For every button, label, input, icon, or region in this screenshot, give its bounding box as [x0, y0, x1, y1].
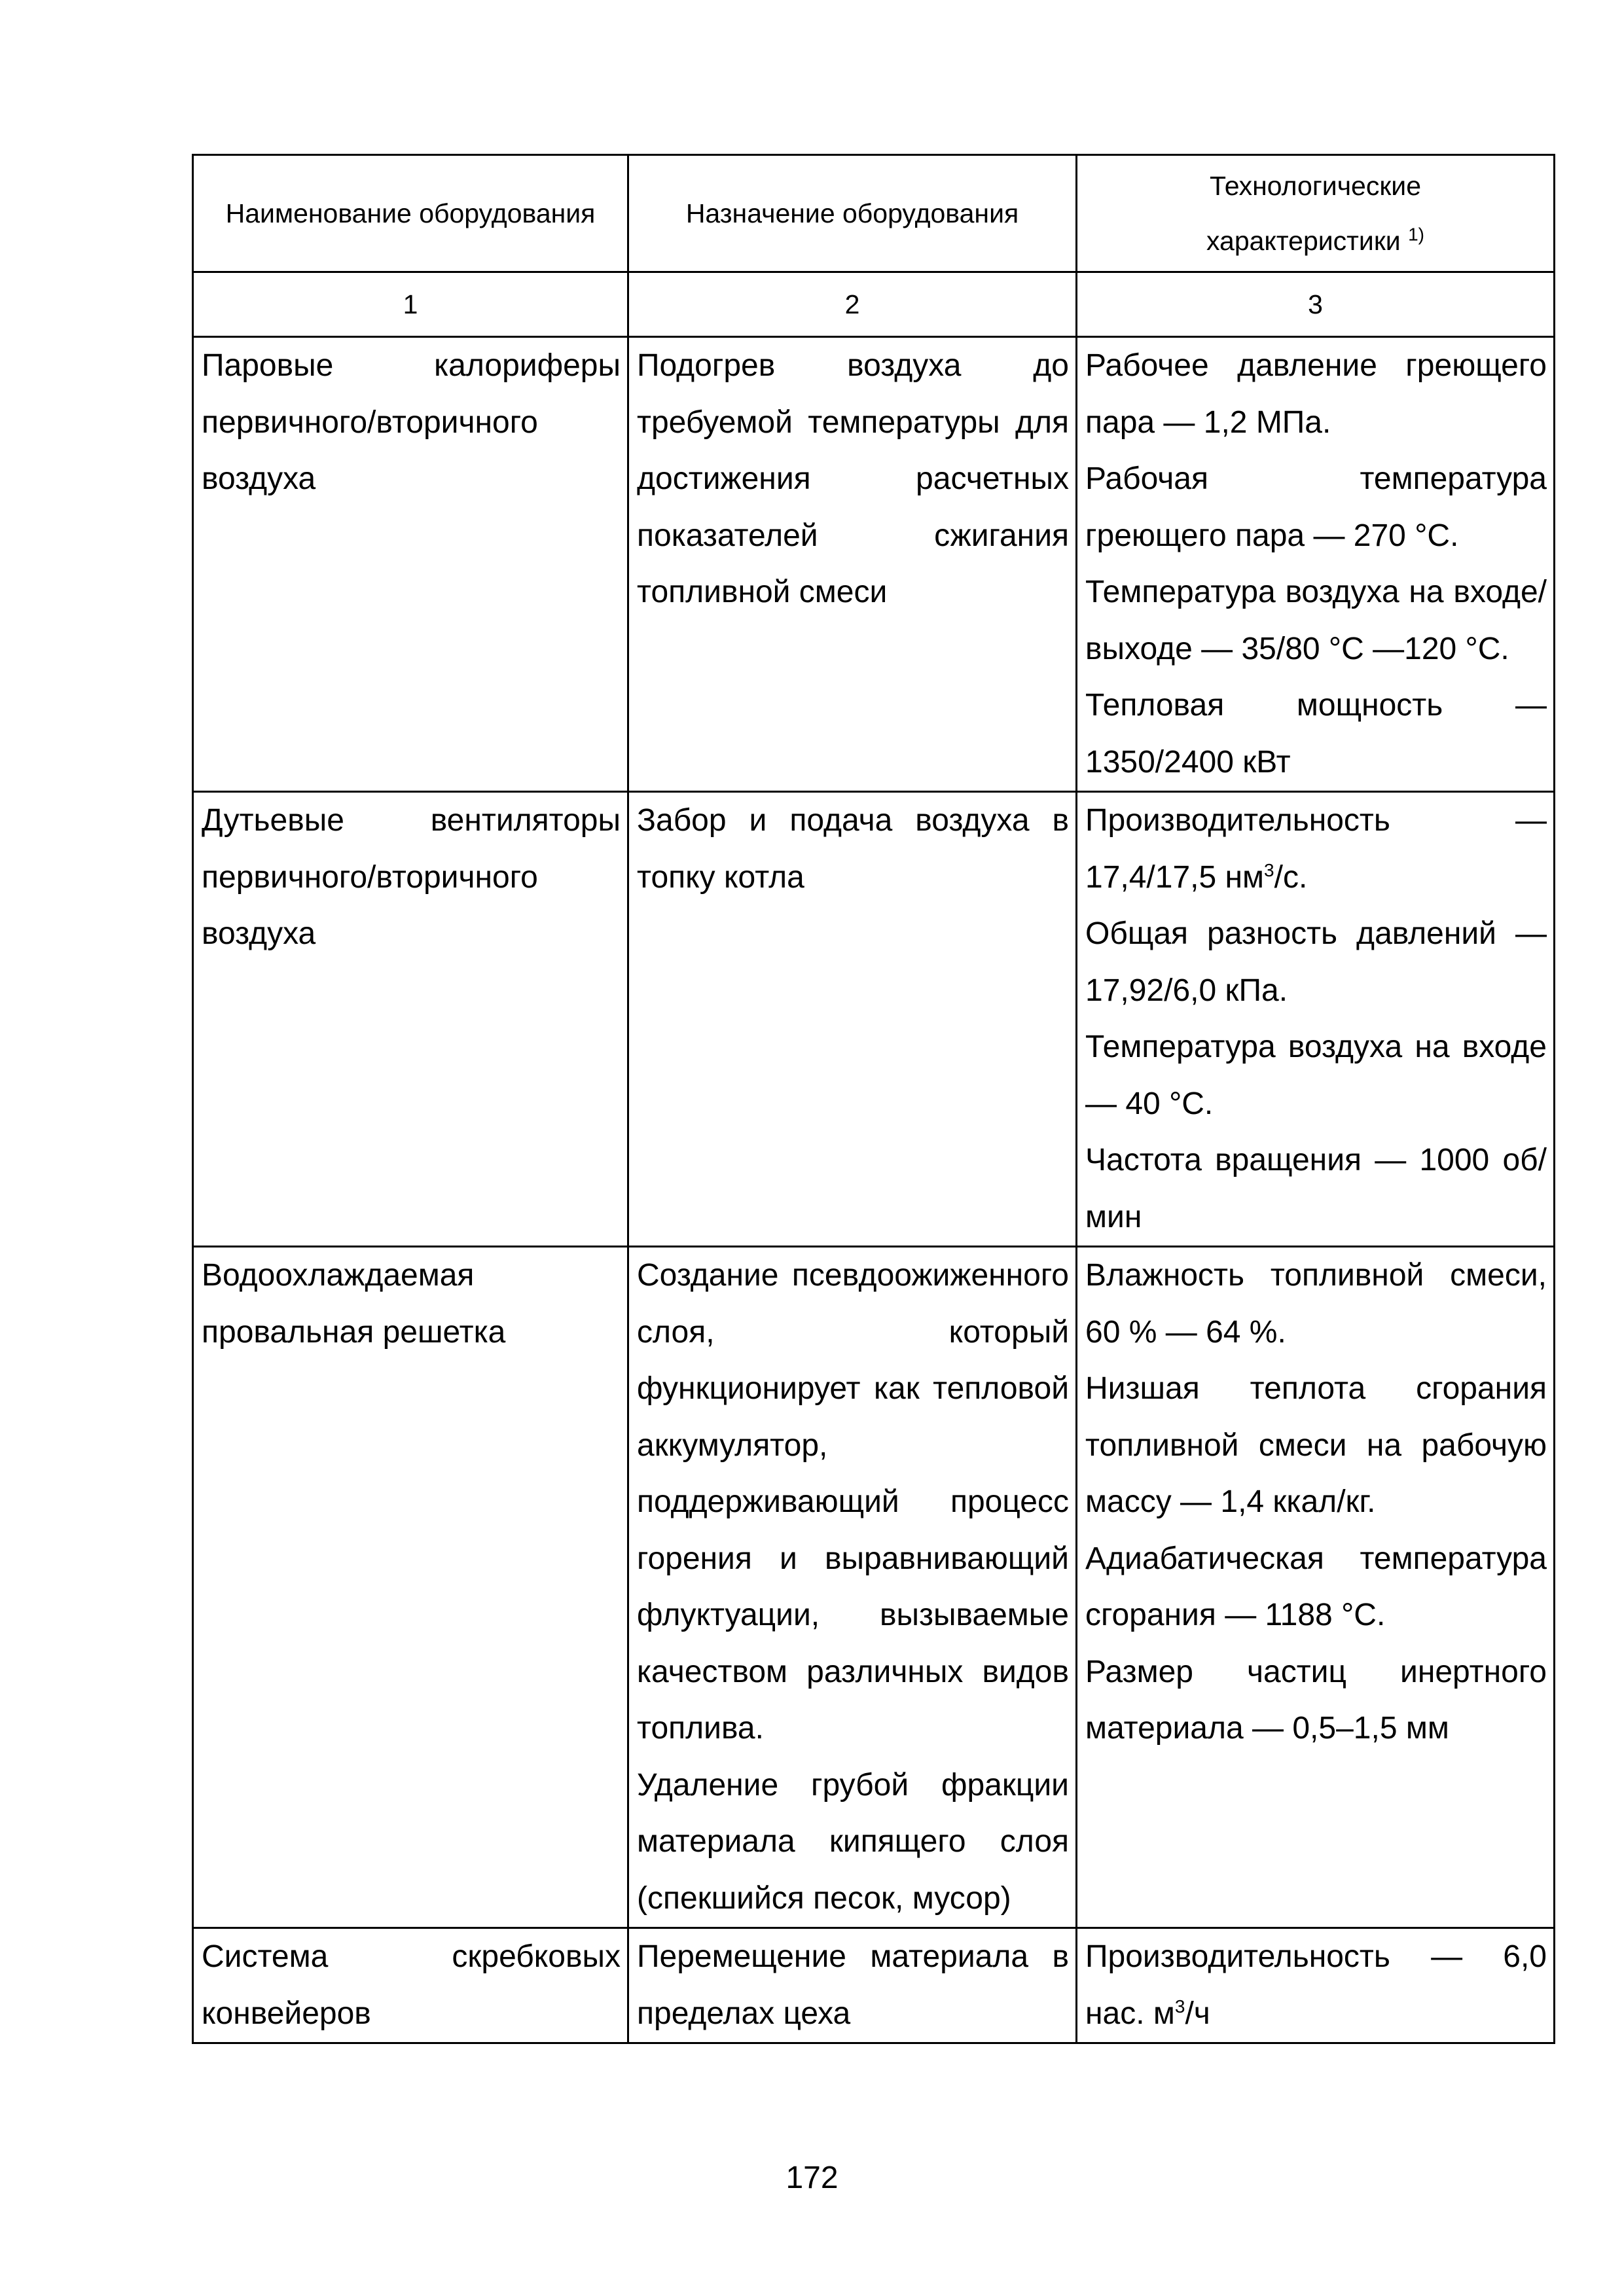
spec-text: Температура воздуха на входе/выходе — 35/80 °С —120 °С.	[1085, 575, 1547, 666]
table-header-row	[193, 155, 1555, 272]
equipment-name-cell	[193, 792, 628, 1247]
spec-paragraph	[1085, 564, 1547, 677]
tech-characteristics-cell	[1077, 792, 1555, 1247]
equipment-name: Паровые калориферы первичного/вторичного воздуха	[202, 348, 621, 496]
equipment-purpose-cell	[628, 337, 1077, 792]
equipment-name-cell	[193, 337, 628, 792]
column-number-row	[193, 272, 1555, 337]
column-number: 2	[628, 272, 1077, 337]
equipment-name-cell	[193, 1247, 628, 1928]
spec-text: Рабочее давление греющего пара — 1,2 МПа.	[1085, 348, 1547, 440]
spec-text: Температура воздуха на входе — 40 °С.	[1085, 1030, 1547, 1121]
column-number: 3	[1077, 272, 1555, 337]
tech-characteristics-cell	[1077, 337, 1555, 792]
equipment-purpose-cell	[628, 792, 1077, 1247]
spec-text: Тепловая мощность — 1350/2400 кВт	[1085, 688, 1547, 780]
spec-paragraph	[1085, 1531, 1547, 1644]
spec-paragraph	[1085, 451, 1547, 564]
tech-characteristics-cell	[1077, 1247, 1555, 1928]
spec-unit-suffix: /ч	[1185, 1996, 1210, 2031]
footnote-mark: 1)	[1408, 224, 1424, 245]
spec-text: Производительность — 17,4/17,5 нм	[1085, 803, 1547, 895]
tech-characteristics-cell	[1077, 1928, 1555, 2043]
spec-text: Производительность — 6,0 нас. м	[1085, 1939, 1547, 2031]
spec-paragraph	[1085, 1644, 1547, 1757]
column-number: 1	[193, 272, 628, 337]
equipment-table	[192, 154, 1555, 2044]
equipment-name-cell	[193, 1928, 628, 2043]
header-tech-characteristics: Технологические характеристики $^{1)}$	[1077, 155, 1555, 272]
purpose-paragraph: Удаление грубой фракции материала кипящего слоя (спекшийся песок, мусор)	[637, 1767, 1069, 1916]
spec-text: Частота вращения — 1000 об/мин	[1085, 1143, 1547, 1234]
spec-paragraph	[1085, 1929, 1547, 2042]
equipment-purpose-cell	[628, 1247, 1077, 1928]
equipment-name: Дутьевые вентиляторы первичного/вторичного воздуха	[202, 803, 621, 951]
purpose-paragraph: Создание псевдоожиженного слоя, который функционирует как тепловой аккумулятор, поддерживающий процесс горения и выравнивающий флуктуации, вызываемые качеством различных видов топлива.	[637, 1258, 1069, 1746]
spec-unit-suffix: /с.	[1274, 859, 1308, 895]
table-row	[193, 792, 1555, 1247]
spec-superscript: 3	[1174, 1996, 1185, 2017]
spec-text: Адиабатическая температура сгорания — 1188 °С.	[1085, 1541, 1547, 1632]
purpose-paragraph: Перемещение материала в пределах цеха	[637, 1939, 1069, 2031]
equipment-purpose-cell	[628, 1928, 1077, 2043]
spec-paragraph	[1085, 677, 1547, 791]
table-row	[193, 1928, 1555, 2043]
spec-text: Общая разность давлений — 17,92/6,0 кПа.	[1085, 916, 1547, 1008]
table-row	[193, 1247, 1555, 1928]
spec-superscript: 3	[1264, 859, 1274, 880]
spec-text: Влажность топливной смеси, 60 % — 64 %.	[1085, 1258, 1547, 1350]
spec-paragraph	[1085, 1132, 1547, 1246]
equipment-name: Водоохлаждаемая провальная решетка	[202, 1258, 506, 1350]
spec-paragraph	[1085, 1361, 1547, 1531]
spec-paragraph	[1085, 793, 1547, 906]
spec-paragraph	[1085, 906, 1547, 1019]
spec-paragraph	[1085, 338, 1547, 451]
spec-paragraph	[1085, 1247, 1547, 1361]
purpose-paragraph: Подогрев воздуха до требуемой температуры для достижения расчетных показателей сжигания топливной смеси	[637, 348, 1069, 609]
header-equipment-name: Наименование оборудования	[193, 155, 628, 272]
equipment-name: Система скребковых конвейеров	[202, 1939, 621, 2031]
purpose-paragraph: Забор и подача воздуха в топку котла	[637, 803, 1069, 895]
spec-text: Низшая теплота сгорания топливной смеси на рабочую массу — 1,4 ккал/кг.	[1085, 1371, 1547, 1519]
table-row	[193, 337, 1555, 792]
page-number: 172	[785, 2161, 839, 2195]
spec-paragraph	[1085, 1019, 1547, 1132]
spec-text: Размер частиц инертного материала — 0,5–1,5 мм	[1085, 1654, 1547, 1746]
spec-text: Рабочая температура греющего пара — 270 °С.	[1085, 461, 1547, 553]
header-equipment-purpose: Назначение оборудования	[628, 155, 1077, 272]
